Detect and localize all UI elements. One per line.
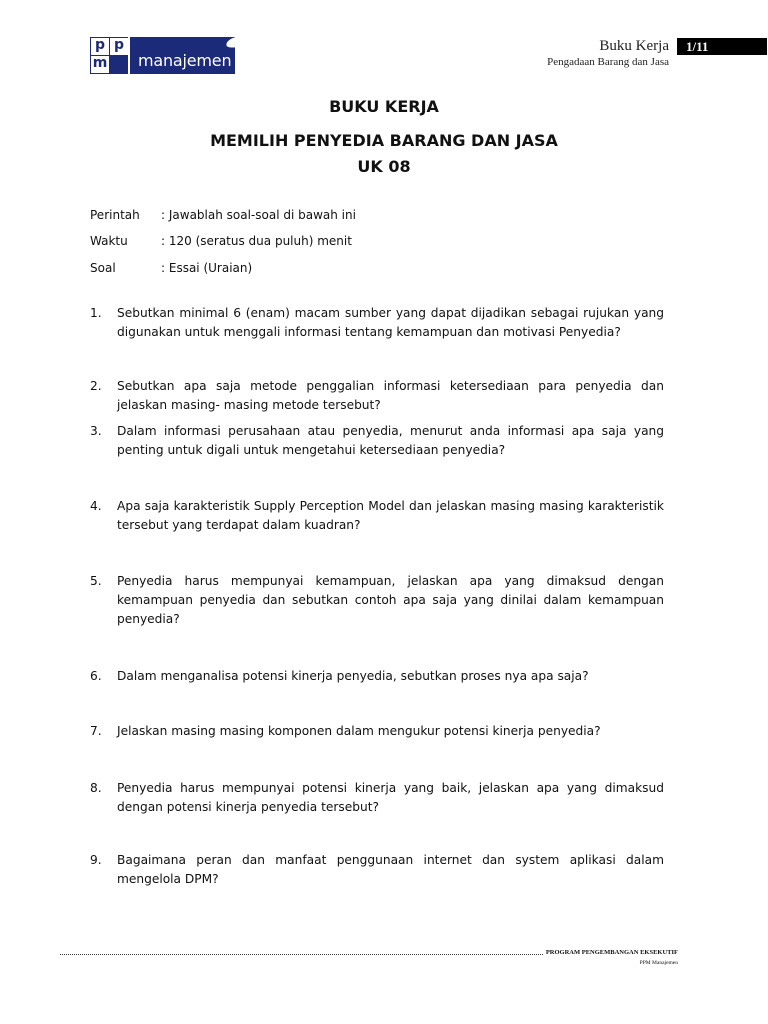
logo-wordmark-bar bbox=[130, 37, 235, 74]
logo-text: manajemen bbox=[138, 51, 232, 70]
document-unit-code: UK 08 bbox=[357, 157, 411, 176]
page-indicator: 1/11 bbox=[677, 38, 767, 55]
meta-value: : Essai (Uraian) bbox=[161, 261, 253, 275]
document-subtitle: MEMILIH PENYEDIA BARANG DAN JASA bbox=[210, 131, 558, 150]
meta-value: : Jawablah soal-soal di bawah ini bbox=[161, 208, 356, 222]
question-text: Dalam informasi perusahaan atau penyedia, menurut anda informasi apa saja yang penting untuk digali untuk mengetahui ketersediaan penyedia? bbox=[117, 424, 664, 457]
question-number: 9. bbox=[90, 853, 102, 867]
logo-letter: p bbox=[110, 38, 128, 55]
ppm-logo bbox=[90, 37, 235, 74]
document-title: BUKU KERJA bbox=[329, 97, 439, 116]
logo-letter: m bbox=[92, 55, 108, 71]
question-number: 3. bbox=[90, 424, 102, 438]
footer-organization: PPM Manajemen bbox=[639, 960, 678, 966]
question-text: Sebutkan apa saja metode penggalian informasi ketersediaan para penyedia dan jelaskan masing- masing metode tersebut? bbox=[117, 379, 664, 412]
logo-mark bbox=[90, 37, 128, 74]
question-number: 5. bbox=[90, 574, 102, 588]
question-number: 7. bbox=[90, 724, 102, 738]
meta-key: Waktu bbox=[90, 234, 128, 248]
logo-letter: p bbox=[91, 38, 109, 55]
question-text: Penyedia harus mempunyai kemampuan, jelaskan apa yang dimaksud dengan kemampuan penyedia dan sebutkan contoh apa saja yang dinilai dalam kemampuan penyedia? bbox=[117, 574, 664, 626]
question-number: 1. bbox=[90, 306, 102, 320]
header-title: Buku Kerja bbox=[599, 38, 669, 54]
footer-program: PROGRAM PENGEMBANGAN EKSEKUTIF bbox=[545, 949, 678, 956]
meta-key: Soal bbox=[90, 261, 116, 275]
question-text: Jelaskan masing masing komponen dalam mengukur potensi kinerja penyedia? bbox=[117, 724, 601, 738]
question-number: 6. bbox=[90, 669, 102, 683]
meta-key: Perintah bbox=[90, 208, 140, 222]
header-subtitle: Pengadaan Barang dan Jasa bbox=[547, 56, 669, 68]
question-number: 8. bbox=[90, 781, 102, 795]
logo-swoosh-icon bbox=[225, 35, 249, 49]
question-text: Sebutkan minimal 6 (enam) macam sumber yang dapat dijadikan sebagai rujukan yang digunakan untuk menggali informasi tentang kemampuan dan motivasi Penyedia? bbox=[117, 306, 664, 339]
question-text: Dalam menganalisa potensi kinerja penyedia, sebutkan proses nya apa saja? bbox=[117, 669, 589, 683]
question-text: Penyedia harus mempunyai potensi kinerja yang baik, jelaskan apa yang dimaksud dengan potensi kinerja penyedia tersebut? bbox=[117, 781, 664, 814]
question-number: 4. bbox=[90, 499, 102, 513]
question-number: 2. bbox=[90, 379, 102, 393]
question-text: Bagaimana peran dan manfaat penggunaan internet dan system aplikasi dalam mengelola DPM? bbox=[117, 853, 664, 886]
question-text: Apa saja karakteristik Supply Perception Model dan jelaskan masing masing karakteristik tersebut yang terdapat dalam kuadran? bbox=[117, 499, 664, 532]
meta-value: : 120 (seratus dua puluh) menit bbox=[161, 234, 352, 248]
